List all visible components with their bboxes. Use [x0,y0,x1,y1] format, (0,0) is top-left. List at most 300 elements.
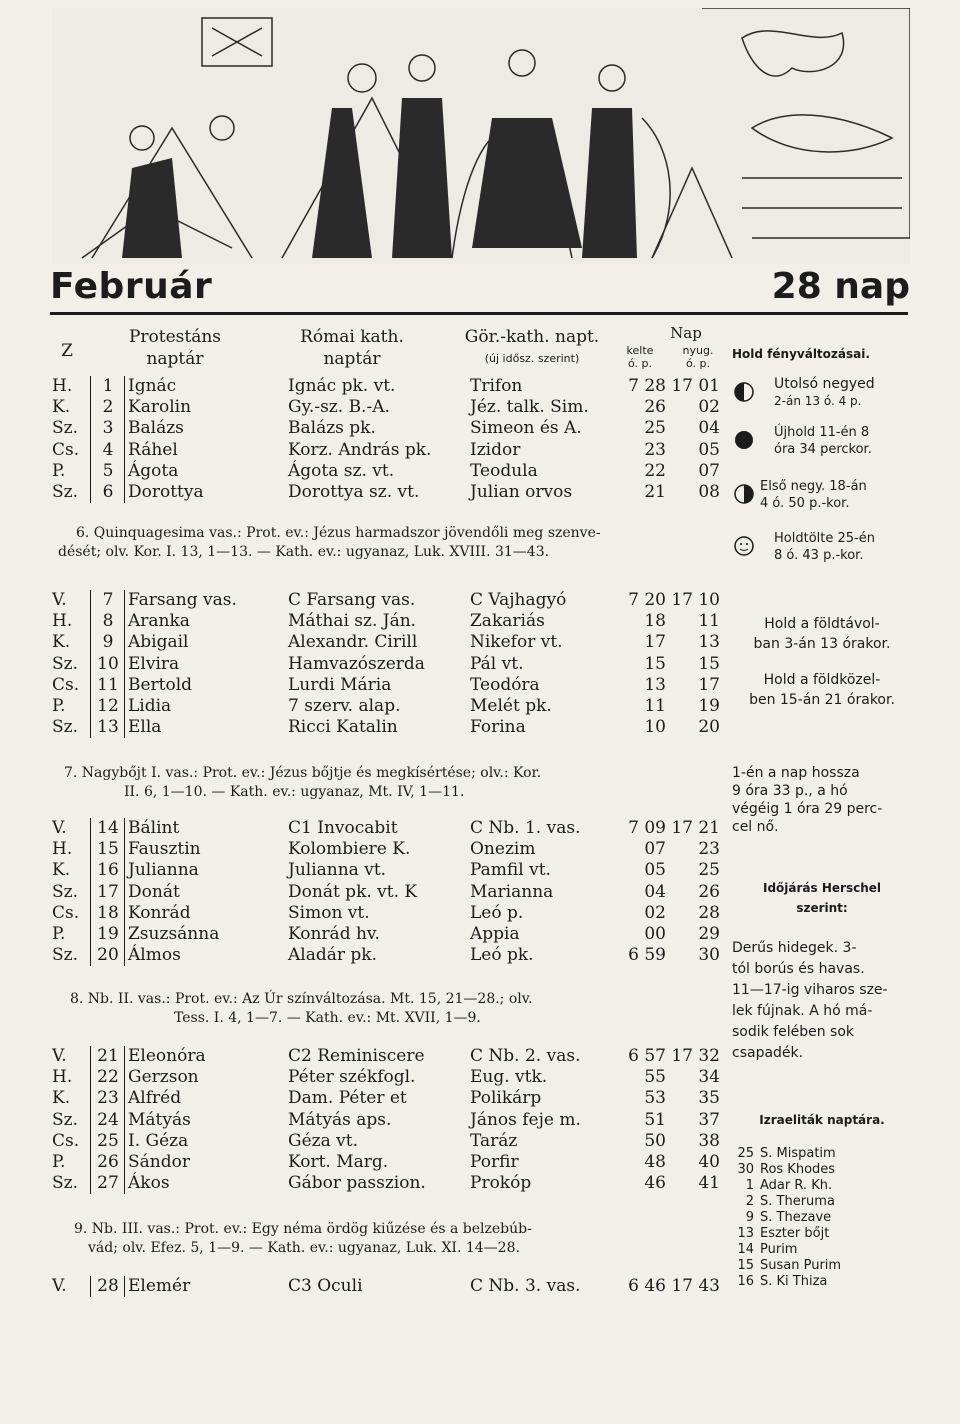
column-divider [90,818,91,966]
sunrise: 02 [644,902,666,923]
title-rule [50,312,908,315]
greek-catholic-name: Leó p. [470,902,524,923]
protestant-name: Ella [128,717,162,738]
calendar-row [0,440,728,461]
note-line: 8. Nb. II. vas.: Prot. ev.: Az Úr színváltozása. Mt. 15, 21—28.; olv. [70,991,533,1007]
greek-catholic-name: Leó pk. [470,945,534,966]
jewish-calendar-item [732,1194,912,1210]
catholic-name: Ágota sz. vt. [288,460,395,481]
jewish-calendar-item [732,1242,912,1258]
weekday: H. [52,376,73,396]
calendar-row [0,397,728,418]
moon-text: 4 ó. 50 p.-kor. [760,496,850,511]
perigee-note [732,670,912,710]
greek-catholic-name: Nikefor vt. [470,632,563,653]
note-line: 9. Nb. III. vas.: Prot. ev.: Egy néma ördög kiűzése és a belzebúb- [74,1221,532,1237]
day-number: 24 [97,1109,119,1130]
calendar-row [0,418,728,439]
sunrise: 55 [644,1067,666,1088]
weather-text [732,938,912,1064]
day-number: 22 [97,1067,119,1088]
day-number: 2 [102,397,114,418]
sunrise: 07 [644,839,666,860]
jewish-calendar-item [732,1146,912,1162]
jewish-day: 14 [737,1242,754,1257]
moon-text: Utolsó negyed [774,376,875,392]
header-nyug: nyug. [682,344,714,357]
greek-catholic-name: C Vajhagyó [470,590,567,610]
jewish-calendar-item [732,1210,912,1226]
sunrise: 6 57 [628,1046,666,1066]
sunrise: 7 28 [628,376,666,396]
day-number: 3 [102,418,114,439]
sunrise: 21 [644,482,666,502]
weekday: P. [52,1152,66,1172]
sunrise: 10 [644,717,666,738]
side-text: tól borús és havas. [732,961,865,977]
jewish-day: 25 [737,1146,754,1161]
moon-full [774,530,914,564]
side-text: Hold a földtávol- [764,616,880,632]
sunset: 19 [698,696,720,716]
week-3-note [70,990,720,1028]
calendar-row [0,675,728,696]
greek-catholic-name: C Nb. 2. vas. [470,1046,581,1066]
header-kelte: kelte [626,344,654,357]
catholic-name: Dam. Péter et [288,1088,407,1109]
calendar-row [0,1110,728,1131]
header-kat-1: Római kath. [300,327,404,347]
catholic-name: Kolombiere K. [288,839,411,860]
sunset: 26 [698,881,720,902]
jewish-day: 15 [737,1258,754,1273]
catholic-name: Máthai sz. Ján. [288,611,417,632]
protestant-name: Sándor [128,1152,190,1172]
weekday: H. [52,1067,73,1088]
day-number: 20 [97,945,119,966]
sunset: 37 [698,1109,720,1130]
first-quarter-moon-icon [732,482,756,506]
greek-catholic-name: Pamfil vt. [470,860,551,881]
sunset: 13 [698,632,720,653]
catholic-name: C2 Reminiscere [288,1046,425,1066]
sunset: 20 [698,717,720,738]
note-line: 6. Quinquagesima vas.: Prot. ev.: Jézus harmadszor jövendőli meg szenve- [76,525,601,541]
day-number: 27 [97,1173,119,1194]
moon-text: Első negy. 18-án [760,479,867,494]
side-text: Derűs hidegek. 3- [732,940,857,956]
weekday: Sz. [52,653,79,674]
protestant-name: Konrád [128,902,191,923]
side-text: csapadék. [732,1045,804,1061]
sunset: 17 10 [671,590,720,610]
day-number: 9 [102,632,114,653]
calendar-row [0,818,728,839]
protestant-name: Farsang vas. [128,590,237,610]
weekday: K. [52,1088,71,1109]
weekday: P. [52,696,66,716]
greek-catholic-name: Porfir [470,1152,519,1172]
calendar-row [0,632,728,653]
greek-catholic-name: Forina [470,717,526,738]
sunset: 25 [698,860,720,881]
jewish-day: 30 [737,1162,754,1177]
catholic-name: Péter székfogl. [288,1067,416,1088]
sunset: 28 [698,902,720,923]
side-text: Időjárás Herschel [763,881,881,895]
greek-catholic-name: Taráz [470,1130,518,1151]
greek-catholic-name: Jéz. talk. Sim. [470,397,589,418]
day-number: 25 [97,1130,119,1151]
greek-catholic-name: Teodula [470,460,538,481]
jewish-event: S. Thezave [760,1210,832,1225]
moon-last-quarter [774,376,914,410]
sunrise: 7 09 [628,818,666,838]
header-nyug-op: ó. p. [685,357,710,370]
calendar-row [0,903,728,924]
sunset: 35 [698,1088,720,1109]
day-number: 7 [102,590,114,610]
sunset: 30 [698,945,720,966]
greek-catholic-name: Simeon és A. [470,418,582,439]
moon-new [774,424,914,458]
catholic-name: Géza vt. [288,1130,358,1151]
day-number: 17 [97,881,119,902]
protestant-name: Ráhel [128,439,178,460]
sunrise: 17 [644,632,666,653]
day-number: 12 [97,696,119,716]
jewish-event: Purim [760,1242,798,1257]
column-divider [124,590,125,738]
weekday: P. [52,460,66,481]
greek-catholic-name: C Nb. 1. vas. [470,818,581,838]
sunrise: 26 [644,397,666,418]
sunrise: 53 [644,1088,666,1109]
side-text: Hold a földközel- [763,672,881,688]
calendar-row [0,1276,728,1297]
calendar-row [0,1088,728,1109]
month-days-count: 28 nap [771,266,910,307]
sunset: 34 [698,1067,720,1088]
greek-catholic-name: Teodóra [470,674,540,695]
calendar-row [0,590,728,611]
moon-text: óra 34 perckor. [774,442,872,457]
sunset: 38 [698,1130,720,1151]
jewish-day: 13 [737,1226,754,1241]
calendar-row [0,945,728,966]
catholic-name: Ignác pk. vt. [288,376,396,396]
calendar-row [0,882,728,903]
sunrise: 51 [644,1109,666,1130]
jewish-day: 2 [745,1194,754,1209]
weekday: K. [52,632,71,653]
calendar-row [0,376,728,397]
sunset: 17 [698,674,720,695]
jewish-event: S. Ki Thiza [760,1274,828,1289]
header-kelte-op: ó. p. [627,357,652,370]
jewish-day: 9 [745,1210,754,1225]
protestant-name: Bálint [128,818,180,838]
column-divider [124,1046,125,1194]
jewish-calendar-title: Izraeliták naptára. [759,1113,885,1127]
header-nap: Nap [670,324,702,342]
apogee-note [732,614,912,654]
sunrise: 23 [644,439,666,460]
sunrise: 04 [644,881,666,902]
note-line: dését; olv. Kor. I. 13, 1—13. — Kath. ev.: ugyanaz, Luk. XVIII. 31—43. [58,544,550,560]
side-text: cel nő. [732,819,779,835]
week-2-note [64,764,714,802]
sunset: 29 [698,924,720,944]
month-title: Február [50,266,213,307]
weekday: H. [52,611,73,632]
jewish-event: Eszter bőjt [760,1226,830,1241]
catholic-name: Ricci Katalin [288,717,398,738]
weekday: Sz. [52,1109,79,1130]
sunset: 17 43 [671,1276,720,1296]
protestant-name: Balázs [128,418,184,439]
weather-title [732,878,912,918]
header-z: Z [61,341,73,361]
moon-text: 8 ó. 43 p.-kor. [774,548,864,563]
moon-first-quarter [760,478,910,512]
weekday: Sz. [52,717,79,738]
sunset: 23 [698,839,720,860]
column-divider [90,376,91,503]
day-number: 6 [102,482,114,502]
sunrise: 18 [644,611,666,632]
header-hold: Hold fényváltozásai. [732,347,870,361]
jewish-event: Ros Khodes [760,1162,836,1177]
day-number: 10 [97,653,119,674]
column-divider [124,1276,125,1297]
sunrise: 00 [644,924,666,944]
sunset: 17 01 [671,376,720,396]
week-4-note [74,1220,724,1258]
weekday: Cs. [52,439,80,460]
greek-catholic-name: Appia [470,924,520,944]
moon-text: 2-án 13 ó. 4 p. [774,394,862,408]
sunrise: 11 [644,696,666,716]
protestant-name: Álmos [128,945,181,966]
jewish-calendar-item [732,1258,912,1274]
calendar-row [0,924,728,945]
sunset: 17 32 [671,1046,720,1066]
sunrise: 05 [644,860,666,881]
greek-catholic-name: C Nb. 3. vas. [470,1276,581,1296]
day-number: 13 [97,717,119,738]
day-number: 16 [97,860,119,881]
sunset: 02 [698,397,720,418]
catholic-name: Kort. Marg. [288,1152,389,1172]
sunrise: 22 [644,460,666,481]
weekday: P. [52,924,66,944]
sunrise: 6 46 [628,1276,666,1296]
day-number: 21 [97,1046,119,1066]
jewish-calendar-list [732,1146,912,1290]
greek-catholic-name: Onezim [470,839,536,860]
protestant-name: Dorottya [128,482,204,502]
greek-catholic-name: Pál vt. [470,653,524,674]
greek-catholic-name: Izidor [470,439,521,460]
calendar-row [0,1046,728,1067]
weekday: H. [52,839,73,860]
catholic-name: C1 Invocabit [288,818,398,838]
header-prot-2: naptár [146,349,204,369]
side-text: végéig 1 óra 29 perc- [732,801,883,817]
protestant-name: Ágota [128,460,179,481]
day-number: 23 [97,1088,119,1109]
side-text: ban 3-án 13 órakor. [753,636,891,652]
sunrise: 25 [644,418,666,439]
full-moon-icon [732,534,756,558]
protestant-name: Fausztin [128,839,201,860]
catholic-name: Mátyás aps. [288,1109,392,1130]
protestant-name: Zsuzsánna [128,924,220,944]
jewish-calendar-item [732,1162,912,1178]
jewish-event: S. Mispatim [760,1146,836,1161]
catholic-name: 7 szerv. alap. [288,696,401,716]
sunset: 07 [698,460,720,481]
protestant-name: Ákos [128,1173,170,1194]
column-divider [124,376,125,503]
header-prot-1: Protestáns [128,327,222,347]
greek-catholic-name: Trifon [470,376,523,396]
calendar-row [0,717,728,738]
greek-catholic-name: Prokóp [470,1173,532,1194]
protestant-name: Karolin [128,397,192,418]
weekday: Sz. [52,418,79,439]
sunset: 17 21 [671,818,720,838]
greek-catholic-name: Polikárp [470,1088,542,1109]
protestant-name: Donát [128,881,180,902]
last-quarter-moon-icon [732,380,756,404]
jewish-day: 16 [737,1274,754,1289]
side-text: 9 óra 33 p., a hó [732,783,848,799]
catholic-name: Aladár pk. [288,945,377,966]
catholic-name: Korz. András pk. [288,439,432,460]
sunrise: 15 [644,653,666,674]
calendar-row [0,654,728,675]
day-number: 26 [97,1152,119,1172]
greek-catholic-name: Zakariás [470,611,545,632]
note-line: vád; olv. Efez. 5, 1—9. — Kath. ev.: ugyanaz, Luk. XI. 14—28. [88,1240,520,1256]
catholic-name: Lurdi Mária [288,674,392,695]
protestant-name: Alfréd [128,1088,182,1109]
protestant-name: Ignác [128,376,177,396]
protestant-name: Abigail [128,632,189,653]
calendar-row [0,1173,728,1194]
jewish-event: Susan Purim [760,1258,842,1273]
sunrise: 13 [644,674,666,695]
catholic-name: C Farsang vas. [288,590,416,610]
header-gor: Gör.-kath. napt. [464,327,600,347]
sunset: 11 [698,611,720,632]
weekday: Cs. [52,1130,80,1151]
day-number: 4 [102,439,114,460]
side-text: sodik felében sok [732,1024,855,1040]
moon-text: Újhold 11-én 8 [774,425,870,440]
sunset: 05 [698,439,720,460]
greek-catholic-name: Melét pk. [470,696,552,716]
protestant-name: Eleonóra [128,1046,206,1066]
dance-scene-illustration [52,8,910,264]
side-text: lek fújnak. A hó má- [732,1003,873,1019]
moon-text: Holdtölte 25-én [774,531,875,546]
jewish-calendar-item [732,1274,912,1290]
weekday: Cs. [52,674,80,695]
catholic-name: Julianna vt. [288,860,387,881]
protestant-name: Lidia [128,696,172,716]
calendar-row [0,1131,728,1152]
column-divider [90,1046,91,1194]
sunset: 41 [698,1173,720,1194]
protestant-name: I. Géza [128,1130,189,1151]
weekday: K. [52,397,71,418]
sunset: 08 [698,482,720,502]
day-number: 19 [97,924,119,944]
jewish-calendar-item [732,1178,912,1194]
side-text: 11—17-ig viharos sze- [732,982,888,998]
day-number: 28 [97,1276,119,1296]
sunrise: 6 59 [628,945,666,966]
protestant-name: Aranka [128,611,190,632]
header-gor-sub: (új idősz. szerint) [484,352,580,365]
jewish-event: Adar R. Kh. [760,1178,833,1193]
calendar-row [0,611,728,632]
sunset: 40 [698,1152,720,1172]
note-line: II. 6, 1—10. — Kath. ev.: ugyanaz, Mt. IV, 1—11. [124,784,465,800]
sunrise: 50 [644,1130,666,1151]
day-number: 5 [102,460,114,481]
weekday: Sz. [52,482,79,502]
catholic-name: Dorottya sz. vt. [288,482,420,502]
protestant-name: Julianna [128,860,199,881]
weekday: K. [52,860,71,881]
day-number: 11 [97,674,119,695]
calendar-row [0,839,728,860]
side-text: szerint: [796,901,848,915]
calendar-row [0,1152,728,1173]
note-line: Tess. I. 4, 1—7. — Kath. ev.: Mt. XVII, 1—9. [174,1010,481,1026]
day-number: 14 [97,818,119,838]
calendar-row [0,482,728,503]
calendar-row [0,696,728,717]
jewish-calendar-item [732,1226,912,1242]
header-kat-2: naptár [323,349,381,369]
weekday: Sz. [52,881,79,902]
weekday: V. [52,590,67,610]
side-text: 1-én a nap hossza [732,765,860,781]
calendar-row [0,1067,728,1088]
catholic-name: Hamvazószerda [288,653,425,674]
jewish-day: 1 [745,1178,754,1193]
sunset: 15 [698,653,720,674]
week-1-note [58,524,726,562]
calendar-row [0,860,728,881]
protestant-name: Elemér [128,1276,191,1296]
greek-catholic-name: János feje m. [470,1109,581,1130]
catholic-name: Balázs pk. [288,418,376,439]
column-divider [124,818,125,966]
note-line: 7. Nagybőjt I. vas.: Prot. ev.: Jézus bőjtje és megkísértése; olv.: Kor. [64,765,542,781]
protestant-name: Elvira [128,653,180,674]
weekday: V. [52,818,67,838]
calendar-row [0,461,728,482]
side-text: ben 15-án 21 órakor. [749,692,895,708]
column-divider [90,590,91,738]
day-number: 1 [102,376,114,396]
